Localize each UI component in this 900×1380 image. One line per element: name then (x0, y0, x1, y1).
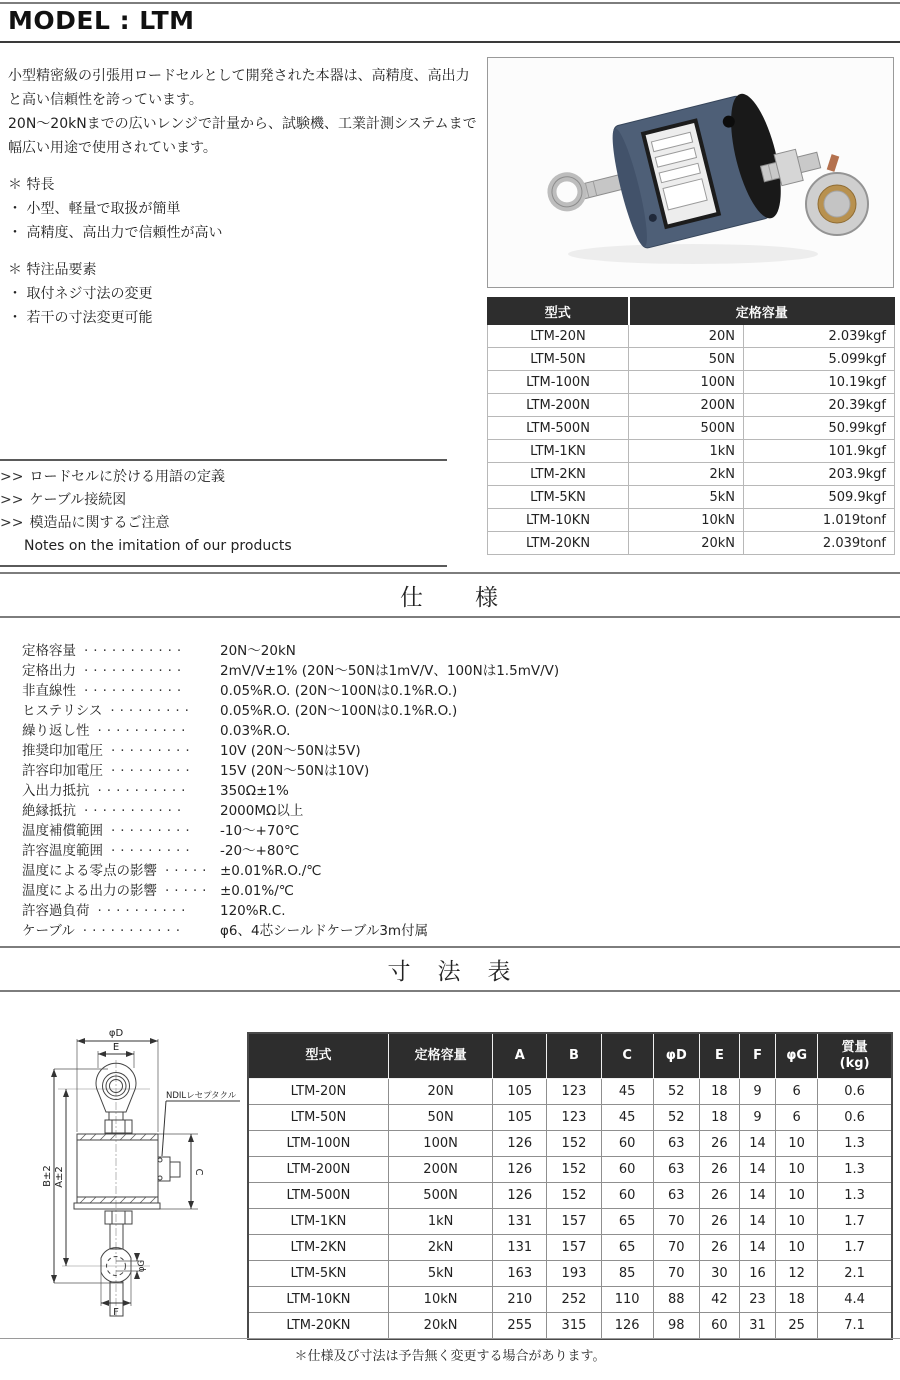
spec-label: ケーブル (22, 923, 75, 939)
dim-cell-model: LTM-10KN (248, 1287, 388, 1313)
capacity-cell-model: LTM-20KN (488, 532, 629, 555)
dot-leader: ········· (111, 763, 195, 779)
dim-cell-c: 60 (601, 1131, 653, 1157)
spec-label: 温度補償範囲 (22, 823, 103, 839)
spec-row (22, 921, 782, 941)
spec-row (22, 701, 782, 721)
spec-label: 温度による出力の影響 (22, 883, 157, 899)
custom-item: ・ 若干の寸法変更可能 (8, 310, 153, 326)
dim-cell-a: 126 (493, 1183, 547, 1209)
dim-cell-phi-g: 12 (776, 1261, 818, 1287)
spec-label: 温度による零点の影響 (22, 863, 157, 879)
dim-cell-phi-g: 10 (776, 1157, 818, 1183)
dim-header-b: B (547, 1033, 601, 1079)
dim-cell-model: LTM-5KN (248, 1261, 388, 1287)
capacity-cell-kgf: 20.39kgf (744, 394, 895, 417)
capacity-cell-model: LTM-20N (488, 325, 629, 348)
capacity-cell-newton: 2kN (629, 463, 744, 486)
feature-item: ・ 高精度、高出力で信頼性が高い (8, 225, 223, 241)
dim-cell-b: 152 (547, 1157, 601, 1183)
dim-cell-model: LTM-500N (248, 1183, 388, 1209)
spec-value: φ6、4芯シールドケーブル3m付属 (220, 923, 429, 939)
chevron-prefix-icon: >> (0, 492, 24, 508)
capacity-cell-newton: 100N (629, 371, 744, 394)
dim-cell-f: 14 (739, 1183, 775, 1209)
spec-row (22, 761, 782, 781)
link-label: 模造品に関するご注意 (29, 515, 170, 531)
capacity-cell-kgf: 5.099kgf (744, 348, 895, 371)
spec-rule-top (0, 572, 900, 574)
dimension-header-row (248, 1033, 892, 1079)
capacity-cell-newton: 20N (629, 325, 744, 348)
dim-cell-b: 123 (547, 1079, 601, 1105)
dim-cell-phi-g: 6 (776, 1105, 818, 1131)
link-cable-diagram[interactable] (0, 489, 447, 512)
dim-cell-phi-d: 52 (653, 1079, 699, 1105)
dim-label-b: B±2 (42, 1165, 53, 1187)
spec-value: 0.05%R.O. (20N〜100Nは0.1%R.O.) (220, 683, 458, 699)
mass-header-line2: (kg) (839, 1056, 870, 1071)
dim-cell-model: LTM-200N (248, 1157, 388, 1183)
spec-row (22, 821, 782, 841)
dim-cell-a: 131 (493, 1209, 547, 1235)
dim-cell-a: 210 (493, 1287, 547, 1313)
dim-cell-capacity: 20N (388, 1079, 492, 1105)
dim-label-e: E (112, 1042, 120, 1053)
spec-value: 10V (20N〜50Nは5V) (220, 743, 361, 759)
link-imitation-notice-en[interactable]: Notes on the imitation of our products (24, 538, 292, 554)
dimension-row (248, 1209, 892, 1235)
dim-cell-a: 163 (493, 1261, 547, 1287)
dim-cell-capacity: 20kN (388, 1313, 492, 1340)
dim-cell-mass: 1.3 (818, 1131, 892, 1157)
intro-paragraph-2: 20N〜20kNまでの広いレンジで計量から、試験機、工業計測システムまで幅広い用途で使用されています。 (8, 116, 477, 156)
dim-cell-c: 60 (601, 1183, 653, 1209)
dim-cell-f: 9 (739, 1079, 775, 1105)
intro-block (8, 64, 482, 330)
dim-cell-c: 60 (601, 1157, 653, 1183)
dimension-row (248, 1105, 892, 1131)
dot-leader: ····· (165, 883, 212, 899)
capacity-cell-model: LTM-5KN (488, 486, 629, 509)
dim-cell-mass: 1.7 (818, 1235, 892, 1261)
dim-cell-phi-d: 63 (653, 1157, 699, 1183)
capacity-cell-kgf: 203.9kgf (744, 463, 895, 486)
dim-cell-mass: 7.1 (818, 1313, 892, 1340)
spec-section-heading: 仕 様 (400, 585, 500, 611)
spec-list (22, 641, 782, 941)
dim-label-phi-d: φD (108, 1028, 124, 1039)
dim-cell-mass: 0.6 (818, 1105, 892, 1131)
dim-cell-e: 26 (699, 1235, 739, 1261)
dim-cell-phi-g: 25 (776, 1313, 818, 1340)
product-photo-frame (487, 57, 894, 288)
dim-cell-e: 30 (699, 1261, 739, 1287)
dim-cell-mass: 4.4 (818, 1287, 892, 1313)
dim-cell-f: 14 (739, 1235, 775, 1261)
intro-paragraph-1: 小型精密級の引張用ロードセルとして開発された本器は、高精度、高出力と高い信頼性を誇っています。 (8, 68, 470, 108)
spec-row (22, 881, 782, 901)
dim-cell-f: 14 (739, 1131, 775, 1157)
capacity-cell-kgf: 2.039tonf (744, 532, 895, 555)
dim-cell-mass: 1.3 (818, 1157, 892, 1183)
capacity-cell-kgf: 10.19kgf (744, 371, 895, 394)
dim-cell-e: 18 (699, 1079, 739, 1105)
dim-cell-phi-g: 6 (776, 1079, 818, 1105)
dimension-row (248, 1235, 892, 1261)
capacity-row (488, 348, 895, 371)
spec-label: 許容温度範囲 (22, 843, 103, 859)
spec-label: 推奨印加電圧 (22, 743, 103, 759)
dim-header-e: E (699, 1033, 739, 1079)
capacity-row (488, 325, 895, 348)
dot-leader: ··········· (84, 803, 187, 819)
dim-cell-mass: 0.6 (818, 1079, 892, 1105)
dim-cell-b: 152 (547, 1183, 601, 1209)
dim-cell-capacity: 50N (388, 1105, 492, 1131)
capacity-cell-kgf: 1.019tonf (744, 509, 895, 532)
product-photo (488, 58, 893, 287)
spec-value: 350Ω±1% (220, 783, 289, 799)
spec-value: 2mV/V±1% (20N〜50Nは1mV/V、100Nは1.5mV/V) (220, 663, 560, 679)
dim-cell-c: 45 (601, 1105, 653, 1131)
capacity-row (488, 440, 895, 463)
spec-row (22, 721, 782, 741)
dim-cell-f: 16 (739, 1261, 775, 1287)
capacity-row (488, 486, 895, 509)
dim-cell-a: 255 (493, 1313, 547, 1340)
dim-header-phi-g: φG (776, 1033, 818, 1079)
dim-label-a: A±2 (54, 1166, 65, 1188)
mass-header-line1: 質量 (841, 1040, 868, 1055)
capacity-cell-kgf: 101.9kgf (744, 440, 895, 463)
dot-leader: ·········· (97, 903, 191, 919)
capacity-cell-newton: 1kN (629, 440, 744, 463)
dim-label-c: C (193, 1168, 204, 1176)
dims-rule-bottom (0, 990, 900, 992)
spec-label: 非直線性 (22, 683, 76, 699)
spec-value: ±0.01%/℃ (220, 883, 294, 899)
capacity-cell-newton: 5kN (629, 486, 744, 509)
capacity-row (488, 394, 895, 417)
link-label: ケーブル接続図 (29, 492, 127, 508)
dim-cell-e: 26 (699, 1183, 739, 1209)
dim-cell-c: 65 (601, 1209, 653, 1235)
capacity-header-model: 型式 (488, 298, 629, 325)
dim-cell-c: 45 (601, 1079, 653, 1105)
spec-value: 120%R.C. (220, 903, 286, 919)
spec-row (22, 801, 782, 821)
dim-cell-capacity: 5kN (388, 1261, 492, 1287)
dim-cell-phi-d: 52 (653, 1105, 699, 1131)
dim-cell-model: LTM-20KN (248, 1313, 388, 1340)
dim-cell-f: 23 (739, 1287, 775, 1313)
capacity-cell-model: LTM-2KN (488, 463, 629, 486)
dim-cell-e: 26 (699, 1209, 739, 1235)
dim-cell-a: 105 (493, 1105, 547, 1131)
spec-label: 入出力抵抗 (22, 783, 90, 799)
dim-cell-b: 252 (547, 1287, 601, 1313)
dim-header-c: C (601, 1033, 653, 1079)
dim-cell-capacity: 1kN (388, 1209, 492, 1235)
dim-header-mass (818, 1033, 892, 1079)
dim-header-model: 型式 (248, 1033, 388, 1079)
custom-item: ・ 取付ネジ寸法の変更 (8, 286, 153, 302)
dim-cell-model: LTM-100N (248, 1131, 388, 1157)
spec-value: 20N〜20kN (220, 643, 296, 659)
spec-label: ヒステリシス (22, 703, 103, 719)
capacity-cell-newton: 200N (629, 394, 744, 417)
spec-value: ±0.01%R.O./℃ (220, 863, 322, 879)
page-title: MODEL : LTM (8, 6, 195, 35)
dim-cell-e: 42 (699, 1287, 739, 1313)
dim-label-f: F (113, 1307, 119, 1318)
spec-row (22, 741, 782, 761)
spec-value: 2000MΩ以上 (220, 803, 304, 819)
dim-cell-b: 152 (547, 1131, 601, 1157)
dimension-row (248, 1079, 892, 1105)
chevron-prefix-icon: >> (0, 515, 24, 531)
capacity-cell-model: LTM-10KN (488, 509, 629, 532)
capacity-cell-newton: 20kN (629, 532, 744, 555)
dim-cell-a: 105 (493, 1079, 547, 1105)
spec-row (22, 641, 782, 661)
dim-label-phi-g: φG (137, 1259, 147, 1273)
capacity-header-row (488, 298, 895, 325)
dim-cell-b: 123 (547, 1105, 601, 1131)
dot-leader: ········· (111, 843, 195, 859)
dim-cell-phi-g: 10 (776, 1209, 818, 1235)
capacity-cell-newton: 500N (629, 417, 744, 440)
dim-cell-c: 126 (601, 1313, 653, 1340)
dim-cell-phi-g: 18 (776, 1287, 818, 1313)
capacity-cell-newton: 10kN (629, 509, 744, 532)
dim-cell-b: 157 (547, 1235, 601, 1261)
link-terms-definition[interactable] (0, 466, 447, 489)
spec-label: 繰り返し性 (22, 723, 90, 739)
spec-row (22, 901, 782, 921)
dim-cell-capacity: 500N (388, 1183, 492, 1209)
dim-cell-e: 26 (699, 1131, 739, 1157)
chevron-prefix-icon: >> (0, 469, 24, 485)
spec-rule-bottom (0, 616, 900, 618)
dim-cell-model: LTM-1KN (248, 1209, 388, 1235)
capacity-header-capacity: 定格容量 (629, 298, 895, 325)
dot-leader: ··········· (84, 683, 187, 699)
capacity-cell-model: LTM-50N (488, 348, 629, 371)
dim-cell-b: 193 (547, 1261, 601, 1287)
spec-label: 絶縁抵抗 (22, 803, 76, 819)
title-underline (0, 41, 900, 43)
dim-cell-model: LTM-2KN (248, 1235, 388, 1261)
dim-cell-b: 157 (547, 1209, 601, 1235)
dims-section-heading: 寸 法 表 (387, 959, 513, 985)
capacity-row (488, 417, 895, 440)
dim-cell-phi-d: 63 (653, 1183, 699, 1209)
dim-header-phi-d: φD (653, 1033, 699, 1079)
capacity-cell-model: LTM-100N (488, 371, 629, 394)
dim-cell-capacity: 2kN (388, 1235, 492, 1261)
dot-leader: ·········· (97, 723, 191, 739)
spec-value: -20〜+80℃ (220, 843, 300, 859)
dim-cell-c: 85 (601, 1261, 653, 1287)
dimension-row (248, 1131, 892, 1157)
dim-cell-b: 315 (547, 1313, 601, 1340)
dim-cell-phi-g: 10 (776, 1131, 818, 1157)
dim-cell-capacity: 10kN (388, 1287, 492, 1313)
spec-row (22, 661, 782, 681)
dot-leader: ········· (111, 743, 195, 759)
spec-value: -10〜+70℃ (220, 823, 300, 839)
dim-cell-c: 65 (601, 1235, 653, 1261)
dim-header-f: F (739, 1033, 775, 1079)
dim-cell-mass: 1.7 (818, 1209, 892, 1235)
dim-cell-f: 9 (739, 1105, 775, 1131)
capacity-cell-kgf: 2.039kgf (744, 325, 895, 348)
dimension-row (248, 1313, 892, 1340)
dim-cell-model: LTM-20N (248, 1079, 388, 1105)
capacity-row (488, 463, 895, 486)
dim-header-capacity: 定格容量 (388, 1033, 492, 1079)
dot-leader: ··········· (84, 643, 187, 659)
dim-cell-a: 126 (493, 1131, 547, 1157)
dim-cell-f: 14 (739, 1209, 775, 1235)
footer-note: ＊仕様及び寸法は予告無く変更する場合があります。 (294, 1349, 606, 1364)
dot-leader: ··········· (82, 923, 186, 939)
dot-leader: ········· (111, 823, 195, 839)
capacity-cell-kgf: 509.9kgf (744, 486, 895, 509)
dim-cell-a: 126 (493, 1157, 547, 1183)
dimension-row (248, 1287, 892, 1313)
dim-header-a: A (493, 1033, 547, 1079)
dim-cell-mass: 1.3 (818, 1183, 892, 1209)
capacity-cell-model: LTM-1KN (488, 440, 629, 463)
dim-cell-phi-d: 70 (653, 1235, 699, 1261)
spec-row (22, 861, 782, 881)
feature-item: ・ 小型、軽量で取扱が簡単 (8, 201, 181, 217)
dot-leader: ········· (110, 703, 194, 719)
capacity-cell-model: LTM-500N (488, 417, 629, 440)
spec-value: 0.05%R.O. (20N〜100Nは0.1%R.O.) (220, 703, 458, 719)
dim-cell-capacity: 200N (388, 1157, 492, 1183)
link-label: ロードセルに於ける用語の定義 (29, 469, 226, 485)
dim-cell-e: 26 (699, 1157, 739, 1183)
dim-cell-e: 18 (699, 1105, 739, 1131)
capacity-table (487, 297, 895, 555)
custom-title: ＊ 特注品要素 (8, 262, 97, 278)
dim-cell-phi-d: 70 (653, 1261, 699, 1287)
spec-value: 15V (20N〜50Nは10V) (220, 763, 370, 779)
dim-cell-mass: 2.1 (818, 1261, 892, 1287)
footer-rule (0, 1338, 900, 1339)
spec-row (22, 841, 782, 861)
dot-leader: ·········· (97, 783, 191, 799)
dot-leader: ····· (165, 863, 212, 879)
spec-label: 定格出力 (22, 663, 76, 679)
dim-cell-phi-d: 63 (653, 1131, 699, 1157)
top-rule (0, 2, 900, 4)
capacity-row (488, 509, 895, 532)
dim-cell-f: 31 (739, 1313, 775, 1340)
related-links (0, 459, 447, 567)
capacity-row (488, 371, 895, 394)
dimension-table (247, 1032, 893, 1340)
spec-label: 許容印加電圧 (22, 763, 103, 779)
dimension-row (248, 1157, 892, 1183)
dim-cell-phi-d: 88 (653, 1287, 699, 1313)
dim-cell-phi-g: 10 (776, 1235, 818, 1261)
dim-cell-model: LTM-50N (248, 1105, 388, 1131)
spec-row (22, 681, 782, 701)
dims-rule-top (0, 946, 900, 948)
dim-cell-phi-g: 10 (776, 1183, 818, 1209)
spec-label: 定格容量 (22, 643, 76, 659)
spec-value: 0.03%R.O. (220, 723, 291, 739)
dimension-drawing (28, 1014, 244, 1322)
dim-cell-phi-d: 70 (653, 1209, 699, 1235)
dim-cell-e: 60 (699, 1313, 739, 1340)
capacity-cell-model: LTM-200N (488, 394, 629, 417)
dim-cell-a: 131 (493, 1235, 547, 1261)
spec-label: 許容過負荷 (22, 903, 90, 919)
receptacle-label: NDILレセプタクル (166, 1091, 237, 1101)
dimension-row (248, 1183, 892, 1209)
dim-cell-f: 14 (739, 1157, 775, 1183)
dim-cell-capacity: 100N (388, 1131, 492, 1157)
spec-row (22, 781, 782, 801)
link-imitation-notice[interactable] (0, 512, 447, 535)
capacity-row (488, 532, 895, 555)
dim-cell-phi-d: 98 (653, 1313, 699, 1340)
capacity-cell-newton: 50N (629, 348, 744, 371)
capacity-cell-kgf: 50.99kgf (744, 417, 895, 440)
dim-cell-c: 110 (601, 1287, 653, 1313)
dimension-row (248, 1261, 892, 1287)
features-title: ＊ 特長 (8, 177, 55, 193)
dot-leader: ··········· (84, 663, 187, 679)
